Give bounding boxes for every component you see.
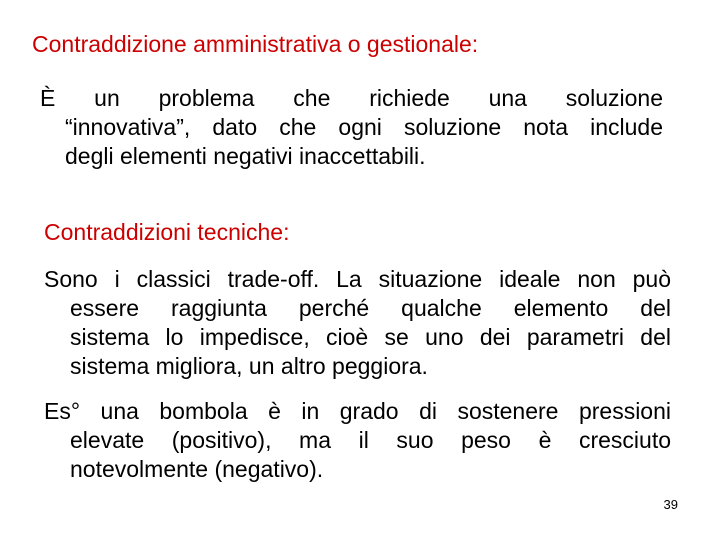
paragraph-line: essere raggiunta perché qualche elemento del [70,295,671,321]
paragraph-technical-contradictions [44,265,671,381]
paragraph-line: sistema lo impedisce, cioè se uno dei parametri del [70,324,671,350]
paragraph-example [44,397,671,484]
paragraph-line: notevolmente (negativo). [70,456,324,482]
paragraph-line: “innovativa”, dato che ogni soluzione nota include [65,114,663,140]
section-heading-administrative-contradiction: Contraddizione amministrativa o gestionale: [32,31,479,57]
paragraph-line: elevate (positivo), ma il suo peso è cresciuto [70,427,671,453]
paragraph-line: È un problema che richiede una soluzione [40,85,663,111]
paragraph-line: Sono i classici trade-off. La situazione ideale non può [44,266,671,292]
paragraph-line: degli elementi negativi inaccettabili. [65,143,426,169]
paragraph-administrative-contradiction [40,84,663,171]
paragraph-line: Es° una bombola è in grado di sostenere pressioni [44,398,671,424]
paragraph-line: sistema migliora, un altro peggiora. [70,353,428,379]
slide-number: 39 [663,497,678,512]
section-heading-technical-contradictions: Contraddizioni tecniche: [44,219,290,245]
